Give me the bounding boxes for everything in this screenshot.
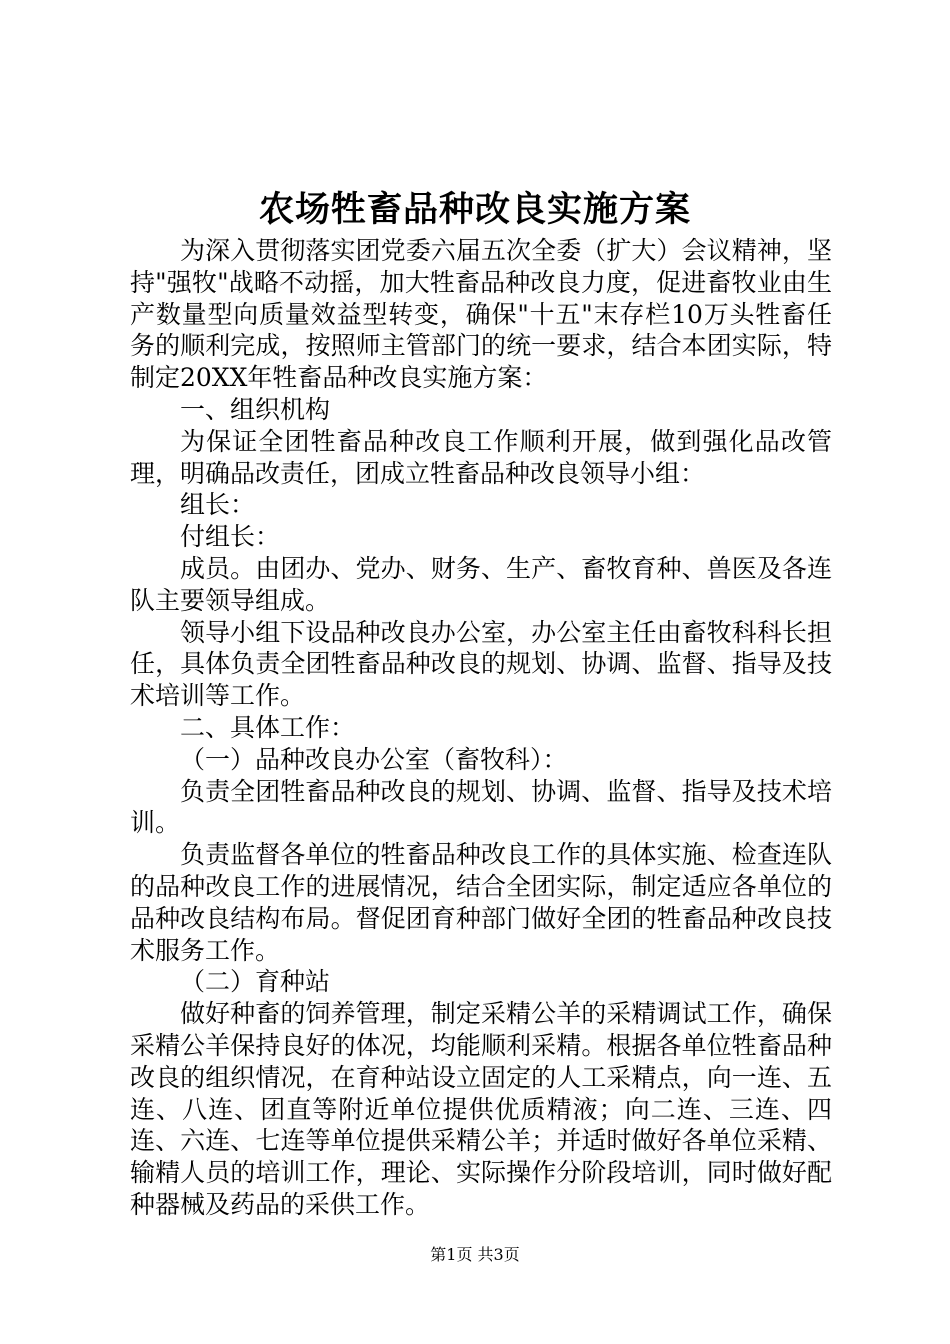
paragraph-office: 领导小组下设品种改良办公室，办公室主任由畜牧科科长担任，具体负责全团牲畜品种改良的规划、协调、监督、指导及技术培训等工作。	[130, 617, 832, 711]
paragraph-leader: 组长：	[180, 490, 256, 520]
page-footer: 第1页 共3页	[430, 1245, 520, 1264]
document-body	[130, 235, 832, 1221]
paragraph-members: 成员。由团办、党办、财务、生产、畜牧育种、兽医及各连队主要领导组成。	[130, 553, 832, 615]
paragraph-deputy-leader: 付组长：	[180, 522, 281, 552]
heading-specific-work: 二、具体工作：	[180, 712, 356, 742]
subheading-breeding-station: （二）育种站	[180, 967, 331, 997]
heading-organization: 一、组织机构	[180, 394, 331, 424]
subheading-office: （一）品种改良办公室（畜牧科）：	[180, 744, 568, 774]
paragraph-organization: 为保证全团牲畜品种改良工作顺利开展，做到强化品改管理，明确品改责任，团成立牲畜品种改良领导小组：	[130, 426, 832, 488]
paragraph-intro: 为深入贯彻落实团党委六届五次全委（扩大）会议精神，坚持"强牧"战略不动摇，加大牲畜品种改良力度，促进畜牧业由生产数量型向质量效益型转变，确保"十五"末存栏10万头牲畜任务的顺利完成，按照师主管部门的统一要求，结合本团实际，特制定20XX年牲畜品种改良实施方案：	[130, 236, 832, 393]
paragraph-office-duty-2: 负责监督各单位的牲畜品种改良工作的具体实施、检查连队的品种改良工作的进展情况，结合全团实际，制定适应各单位的品种改良结构布局。督促团育种部门做好全团的牲畜品种改良技术服务工作。	[130, 840, 832, 965]
document-title: 农场牲畜品种改良实施方案	[258, 189, 691, 230]
paragraph-office-duty-1: 负责全团牲畜品种改良的规划、协调、监督、指导及技术培训。	[130, 776, 832, 838]
paragraph-breeding-station: 做好种畜的饲养管理，制定采精公羊的采精调试工作，确保采精公羊保持良好的体况，均能顺利采精。根据各单位牲畜品种改良的组织情况，在育种站设立固定的人工采精点，向一连、五连、八连、团直等附近单位提供优质精液；向二连、三连、四连、六连、七连等单位提供采精公羊；并适时做好各单位采精、输精人员的培训工作，理论、实际操作分阶段培训，同时做好配种器械及药品的采供工作。	[130, 999, 832, 1219]
